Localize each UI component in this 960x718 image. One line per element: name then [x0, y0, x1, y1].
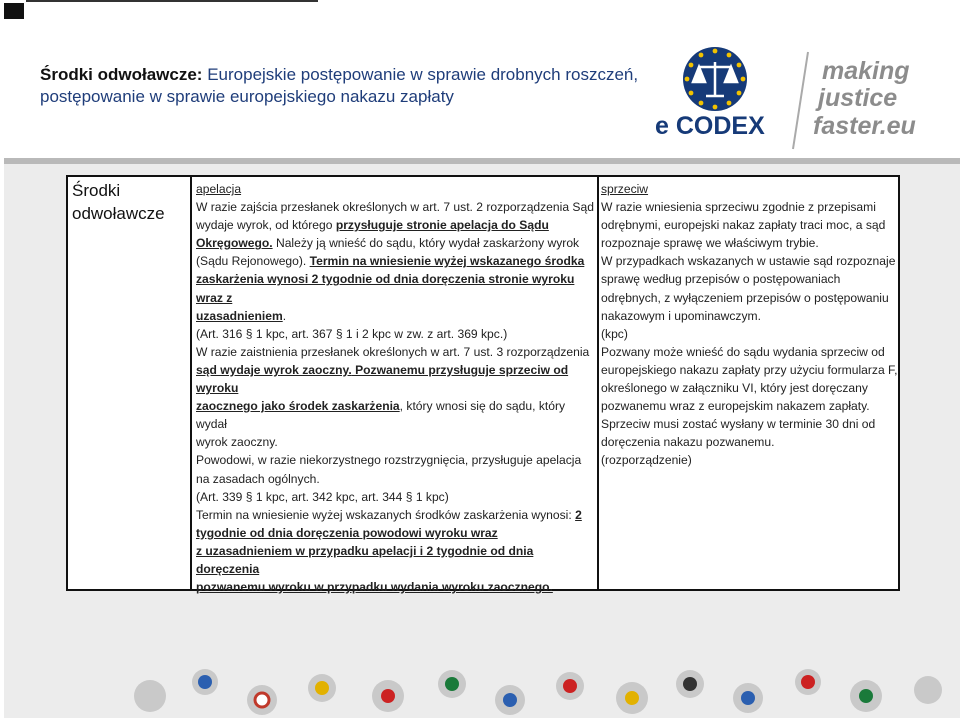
mid-line-8: (Art. 316 § 1 kpc, art. 367 § 1 i 2 kpc w zw. z art. 369 kpc.)	[196, 326, 508, 341]
mid-line-2: W razie zajścia przesłanek określonych w art. 7 ust. 2 rozporządzenia Sąd	[196, 200, 594, 215]
right-line-15: doręczenia nakazu pozwanemu.	[601, 435, 775, 450]
right-line-11: europejskiego nakazu zapłaty przy użyciu formularza F,	[601, 362, 898, 377]
mid-line-7b: .	[282, 308, 287, 323]
mid-line-16a: Termin na wniesienie wyżej wskazanych środków zaskarżenia wynosi:	[196, 507, 576, 522]
right-line-12: określonego w załączniku VI, który jest doręczany	[601, 381, 868, 396]
right-line-7: odrębnych, z wyłączeniem przepisów o postępowaniu	[601, 290, 889, 305]
mid-line-10a: sąd wydaje wyrok zaoczny.	[196, 362, 352, 377]
mid-line-13: Powodowi, w razie niekorzystnego rozstrzygnięcia, przysługuje apelacja	[196, 453, 582, 468]
mid-line-9: W razie zaistnienia przesłanek określonych w art. 7 ust. 3 rozporządzenia	[196, 344, 590, 359]
right-line-3: odrębnymi, europejski nakaz zapłaty traci moc, a sąd	[601, 218, 886, 233]
mid-line-16b: 2	[575, 507, 582, 522]
flag-icons	[198, 675, 873, 707]
mid-line-15: (Art. 339 § 1 kpc, art. 342 kpc, art. 344 § 1 kpc)	[196, 489, 449, 504]
logo-slogan-2: justice	[818, 84, 898, 112]
mid-line-4b: Należy ją wnieść do sądu, który wydał zaskarżony wyrok	[272, 236, 580, 251]
column-divider-2	[597, 177, 599, 589]
small-claims-column	[195, 177, 598, 595]
mid-line-19: pozwanemu wyroku w przypadku wydania wyroku zaocznego.	[196, 580, 553, 595]
right-line-16: (rozporządzenie)	[601, 453, 692, 468]
row-header	[68, 177, 190, 589]
right-line-13: pozwanemu wraz z europejskim nakazem zapłaty.	[601, 399, 870, 414]
mid-line-14: na zasadach ogólnych.	[196, 471, 320, 486]
mid-line-10b: Pozwanemu przysługuje sprzeciw od wyroku	[196, 362, 569, 396]
ecodex-logo	[650, 34, 950, 154]
title-bold: Środki odwoławcze:	[40, 65, 203, 84]
logo-brand: e CODEX	[655, 112, 765, 140]
title-part-2: postępowanie w sprawie europejskiego nakazu zapłaty	[40, 87, 454, 106]
mid-line-3a: wydaje wyrok, od którego	[196, 218, 336, 233]
column-divider-1	[190, 177, 192, 589]
band-top-stripe	[4, 158, 960, 164]
mid-line-4a: Okręgowego.	[196, 236, 273, 251]
title-part-1: Europejskie postępowanie w sprawie drobnych roszczeń,	[202, 65, 639, 84]
top-rule	[26, 0, 318, 2]
payment-order-column	[600, 177, 900, 589]
mid-line-7a: uzasadnieniem	[196, 308, 283, 323]
right-line-10: Pozwany może wnieść do sądu wydania sprzeciw od	[601, 344, 885, 359]
heading-sprzeciw: sprzeciw	[601, 182, 649, 196]
right-line-8: nakazowym i upominawczym.	[601, 308, 761, 323]
row-header-line-1: Środki	[72, 181, 121, 200]
heading-apelacja: apelacja	[196, 182, 242, 196]
mid-line-5a: (Sądu Rejonowego).	[196, 254, 310, 269]
mid-line-18: z uzasadnieniem w przypadku apelacji i 2 tygodnie od dnia doręczenia	[196, 543, 534, 576]
mid-line-17: tygodnie od dnia doręczenia powodowi wyroku wraz	[196, 525, 498, 540]
page-title	[40, 64, 660, 108]
mid-line-6: zaskarżenia wynosi 2 tygodnie od dnia doręczenia stronie wyroku wraz z	[196, 272, 575, 305]
right-line-5: W przypadkach wskazanych w ustawie sąd rozpoznaje	[601, 254, 896, 269]
logo-divider	[793, 52, 808, 149]
decorative-gears-flags	[0, 630, 960, 716]
logo-slogan-3: faster.eu	[813, 112, 916, 140]
gear-icons	[134, 669, 942, 715]
mid-line-11a: zaocznego jako środek zaskarżenia	[196, 399, 400, 414]
right-line-14: Sprzeciw musi zostać wysłany w terminie 30 dni od	[601, 417, 876, 432]
mid-line-11b: , który wnosi się do sądu, który wydał	[196, 399, 566, 432]
appeals-table	[66, 175, 900, 595]
mid-line-12: wyrok zaoczny.	[196, 435, 278, 450]
row-header-line-2: odwoławcze	[72, 204, 165, 223]
mid-line-5b: Termin na wniesienie wyżej wskazanego środka	[309, 254, 585, 269]
right-line-9: (kpc)	[601, 326, 628, 341]
corner-marker	[4, 3, 24, 19]
mid-line-3b: przysługuje stronie apelacja do Sądu	[335, 218, 549, 233]
right-line-6: sprawę według przepisów o postępowaniach	[601, 272, 841, 287]
logo-slogan-1: making	[822, 57, 910, 85]
right-line-2: W razie wniesienia sprzeciwu zgodnie z przepisami	[601, 200, 876, 215]
right-line-4: rozpoznaje sprawę we właściwym trybie.	[601, 236, 819, 251]
